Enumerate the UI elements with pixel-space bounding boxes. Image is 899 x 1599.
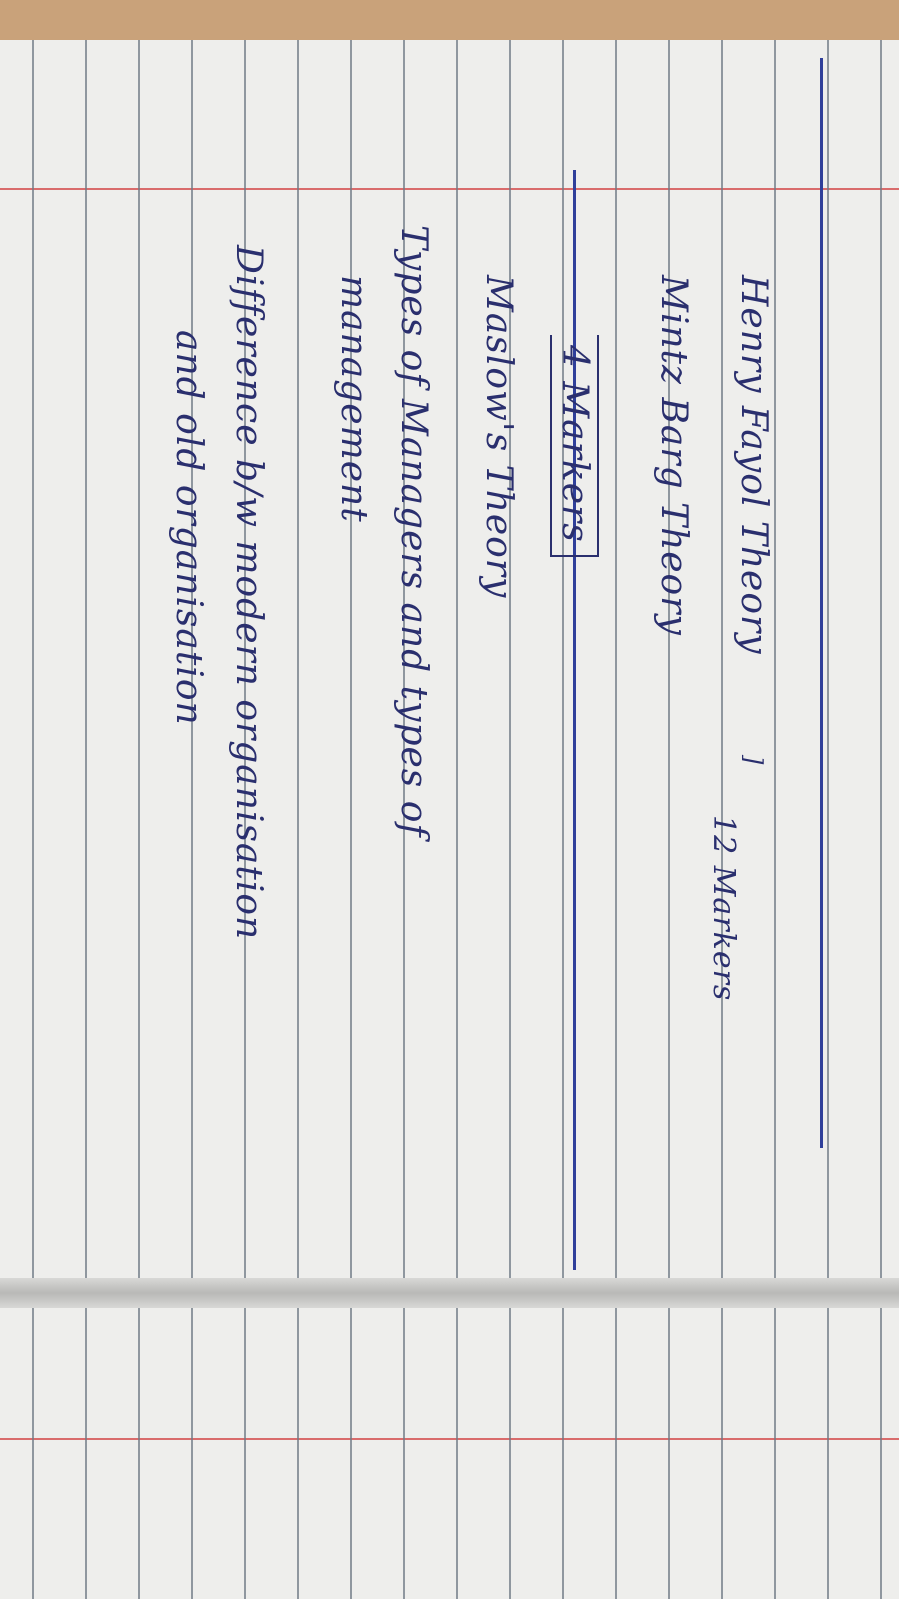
- label-4-markers: 4 Markers: [550, 335, 599, 557]
- note-types-of-managers: Types of Managers and types of: [393, 225, 434, 838]
- note-maslow: Maslow's Theory: [478, 275, 519, 599]
- bracket: ]: [739, 755, 767, 766]
- note-difference: Difference b/w modern organisation: [228, 245, 269, 941]
- note-old-organisation: and old organisation: [168, 330, 209, 726]
- note-management: management: [333, 275, 374, 523]
- label-12-markers: 12 Markers: [706, 815, 741, 1002]
- note-mintz-barg: Mintz Barg Theory: [653, 275, 694, 636]
- note-henry-fayol: Henry Fayol Theory: [733, 275, 774, 655]
